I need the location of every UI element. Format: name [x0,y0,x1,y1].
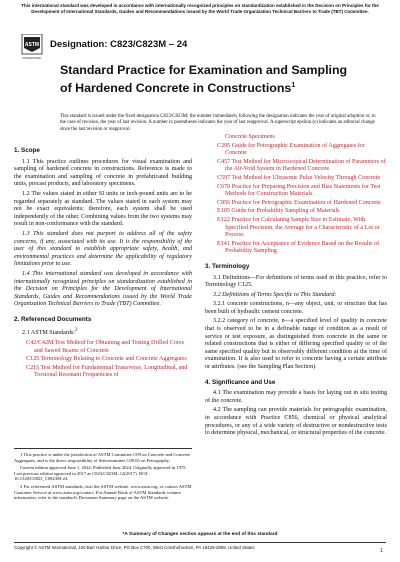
terminology-paragraph: 3.2.2 category of concrete, n—a specified level of quality in concrete that is observed to be in a definable range of condition as a result of service or test exposure, as distinguished from concrete in the same or related constructions that is either of differing specified quality or of the same specified quality but in observably different condition at the time of examination. It is also used to refer to concrete having a certain attribute or attributes. (see the Sampling Plan Section). [205,318,387,371]
significance-paragraph: 4.1 The examination may provide a basis for laying out in situ testing of the concrete. [205,390,387,404]
terminology-paragraph: 3.2 Definitions of Terms Specific to This Standard: [213,291,337,298]
scope-paragraph: 1.4 This international standard was developed in accordance with internationally recognized principles on standardization established in the Decision on Principles for the Development of International Standards, Guides and Recommendations issued by the World Trade Organization Technical Barriers to Trade (TBT) Committee. [14,270,192,308]
astm-logo [20,34,44,62]
significance-paragraph: 4.2 The sampling can provide materials for petrographic examination, in accordance with Practice C856, chemical or physical analytical procedures, or any of a wide variety of destructive or nondestructive tests to determine physical, mechanical, or structural properties of the concrete. [205,407,387,437]
scope-paragraph: 1.1 This practice outlines procedures for visual examination and sampling of hardened concrete in constructions. Reference is made to the examination and sampling of concrete in prefabricated building units, precast products, and laboratory specimens. [14,158,192,188]
copyright-line: Copyright © ASTM International, 100 Barr Harbor Drive, PO Box C700, West Conshohocken, PA 19428-2959. United States [14,542,386,550]
footnotes [14,448,192,503]
reference-link[interactable]: E105 Guide for Probability Sampling of Materials [217,208,340,215]
footnote: Current edition approved June 1, 2024. Published June 2024. Originally approved in 1975. Last previous edition approved in 2017 as C823/C823M–12(2017). DOI: 10.1520/C0823_C0823M-24. [14,465,187,482]
reference-link[interactable]: C597 Test Method for Ultrasonic Pulse Velocity Through Concrete [217,174,381,181]
reference-link[interactable]: C125 Terminology Relating to Concrete and Concrete Aggregates [26,356,187,363]
reference-continuation: Concrete Specimens [225,134,275,140]
summary-of-changes-note: *A Summary of Changes section appears at the end of this standard [122,532,278,537]
terminology-paragraph: 3.1 Definitions—For definitions of terms used in this practice, refer to Terminology C125. [205,274,387,289]
footnote: 2 For referenced ASTM standards, visit the ASTM website, www.astm.org, or contact ASTM Customer Service at www.astm.org/contact. For Annual Book of ASTM Standards volume information, refer to the standard's Document Summary page on the ASTM website. [14,483,192,501]
section-scope-heading: 1. Scope [14,147,40,154]
terminology-paragraph: 3.2.1 concrete constructions, n—any object, unit, or structure that has been built of hydraulic cement concrete. [205,301,387,315]
reference-link[interactable]: C215 Test Method for Fundamental Transverse, Longitudinal, and Torsional Resonant Frequencies of [26,364,188,379]
document-title: Standard Practice for Examination and Sampling of Hardened Concrete in Constructions$^1$ [60,63,348,96]
standard-note: This standard is issued under the fixed designation C823/C823M; the number immediately following the designation indicates the year of original adoption or, in the case of revision, the year of last revision. A number in parentheses indicates the year of last reapproval. A superscript epsilon (ε) indicates an editorial change since the last revision or reapproval. [60,114,376,132]
section-references-heading: 2. Referenced Documents [14,315,92,323]
section-terminology-heading: 3. Terminology [205,262,250,270]
header-note: This international standard was developed in accordance with internationally recognized principles on standardization established in the Decision on Principles for the Development of International Standards, Guides and Recommendations issued by the World Trade Organization Technical Barriers to Trade (TBT) Committee. [21,3,379,14]
references-subheading: 2.1 ASTM Standards:$^2$ [22,327,78,337]
logo-text: INTERNATIONAL [22,57,42,60]
designation: Designation: C823/C823M – 24 [50,39,188,50]
reference-link[interactable]: E122 Practice for Calculating Sample Size to Estimate, With Specified Precision, the Average for a Characteristic of a Lot or Process [217,216,380,239]
reference-link[interactable]: C856 Practice for Petrographic Examination of Hardened Concrete [217,199,381,206]
reference-link[interactable]: E141 Practice for Acceptance of Evidence Based on the Results of Probability Sampling [217,240,380,255]
scope-paragraph: 1.2 The values stated in either SI units or inch-pound units are to be regarded separately as standard. The values stated in each system may not be exact equivalents; therefore, each system shall be used independently of the other. Combining values from the two systems may result in non-conformance with the standard. [14,190,192,228]
left-column [14,140,192,381]
section-significance-heading: 4. Significance and Use [205,378,276,386]
reference-link[interactable]: C295 Guide for Petrographic Examination of Aggregates for Concrete [217,142,365,157]
scope-paragraph: 1.3 This standard does not purport to address all of the safety concerns, if any, associated with its use. It is the responsibility of the user of this standard to establish appropriate safety, health, and environmental practices and determine the applicability of regulatory limitations prior to use. [14,230,192,268]
reference-link[interactable]: C457 Test Method for Microscopical Determination of Parameters of the Air-Void System in Hardened Concrete [217,158,386,173]
reference-link[interactable]: C42/C42M Test Method for Obtaining and Testing Drilled Cores and Sawed Beams of Concrete [26,340,185,354]
svg-text:ASTM: ASTM [24,42,40,48]
right-column [205,134,387,440]
footnote: 1 This practice is under the jurisdiction of ASTM Committee C09 on Concrete and Concrete Aggregates, and is the direct responsibility of Subcommittee C09.65 on Petrography. [14,452,190,463]
page-number: 1 [380,548,383,554]
reference-link[interactable]: C670 Practice for Preparing Precision and Bias Statements for Test Methods for Construction Materials [217,183,381,198]
